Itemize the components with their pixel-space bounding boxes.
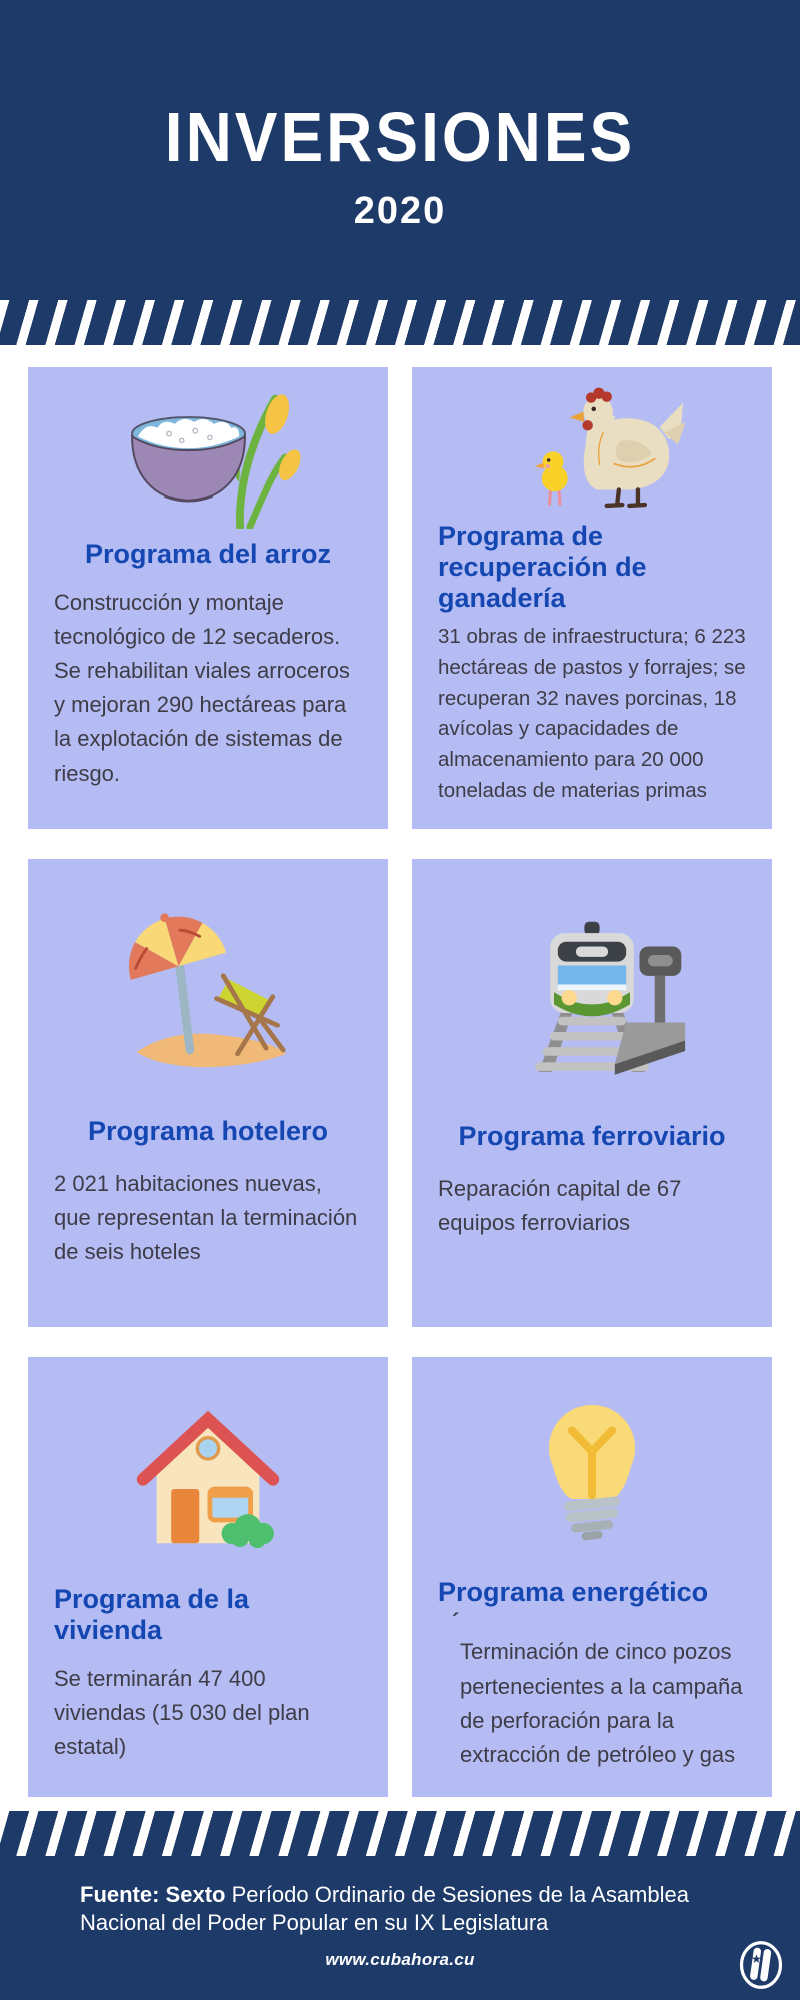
- diagonal-stripes-bottom: [0, 1811, 800, 1856]
- source-text: [0, 1856, 800, 1937]
- year-subtitle: 2020: [353, 190, 447, 233]
- card-programa-ferroviario: [412, 859, 772, 1327]
- rice-bowl-icon: [54, 381, 362, 531]
- footer: [0, 1856, 800, 2000]
- card-programa-arroz: [28, 367, 388, 829]
- card-title: Programa de la vivienda: [54, 1584, 250, 1646]
- card-programa-vivienda: [28, 1357, 388, 1797]
- card-body: Reparación capital de 67 equipos ferroviarios: [438, 1176, 682, 1236]
- website-url: www.cubahora.cu: [325, 1950, 475, 1970]
- source-label: Fuente: Sexto: [80, 1882, 226, 1907]
- source-line1: Período Ordinario de Sesiones de la Asamblea: [225, 1882, 689, 1907]
- card-body: Se terminarán 47 400 viviendas (15 030 del plan estatal): [54, 1666, 310, 1760]
- hen-and-chick-icon: [438, 381, 746, 513]
- header: [0, 0, 800, 300]
- card-body: 31 obras de infraestructura; 6 223 hectáreas de pastos y forrajes; se recuperan 32 naves porcinas, 18 avícolas y capacidades de almacenamiento para 20 000 toneladas de materias primas: [438, 625, 746, 802]
- cards-grid: [0, 345, 800, 1811]
- card-title: Programa del arroz: [84, 539, 332, 569]
- beach-umbrella-icon: [54, 873, 362, 1108]
- train-station-icon: [438, 873, 746, 1113]
- card-title: Programa energético: [438, 1577, 709, 1607]
- light-bulb-icon: [438, 1371, 746, 1569]
- cubahora-logo-icon: [735, 1937, 787, 1993]
- stray-accent-mark: ´: [452, 1609, 460, 1635]
- card-body: Terminación de cinco pozos pertenecientes a la campaña de perforación para la extracción de petróleo y gas: [460, 1639, 743, 1767]
- card-title: Programa hotelero: [87, 1116, 329, 1146]
- svg-text:★: ★: [750, 1952, 762, 1967]
- card-title: Programa de recuperación de ganadería: [438, 521, 647, 614]
- diagonal-stripes-top: [0, 300, 800, 345]
- card-programa-energetico: [412, 1357, 772, 1797]
- source-line2: Nacional del Poder Popular en su IX Legislatura: [80, 1910, 549, 1936]
- card-programa-ganaderia: [412, 367, 772, 829]
- card-programa-hotelero: [28, 859, 388, 1327]
- house-icon: [54, 1371, 362, 1576]
- card-body: 2 021 habitaciones nuevas, que representan la terminación de seis hoteles: [54, 1171, 358, 1265]
- card-body: Construcción y montaje tecnológico de 12 secaderos. Se rehabilitan viales arroceros y mejoran 290 hectáreas para la explotación de sistemas de riesgo.: [54, 590, 350, 786]
- page-title: INVERSIONES: [164, 98, 636, 177]
- card-title: Programa ferroviario: [458, 1121, 726, 1151]
